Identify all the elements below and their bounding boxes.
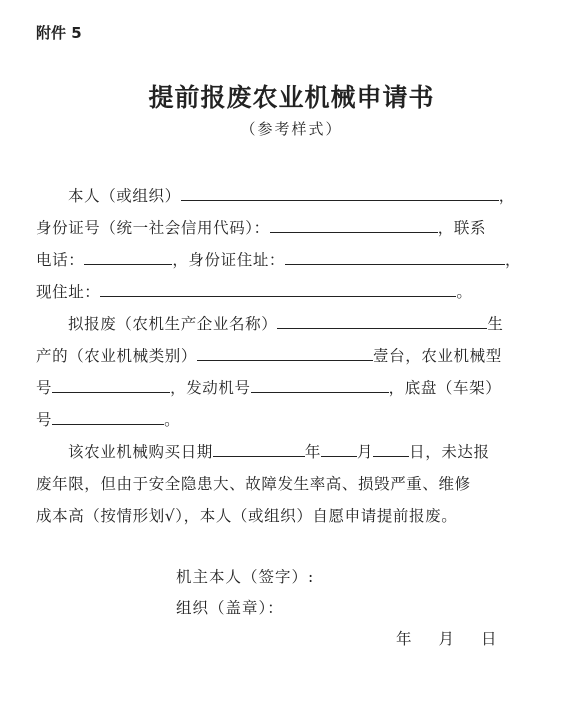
phone-line: [36, 244, 548, 276]
attachment-label: 附件 5: [36, 24, 82, 42]
month-text: 月: [357, 443, 374, 461]
applicant-label: 本人（或组织）: [68, 187, 181, 205]
sign-day: 日: [481, 630, 497, 648]
manufacturer-field[interactable]: [277, 308, 487, 329]
chassis-number-label: 号: [36, 411, 53, 429]
id-number-field[interactable]: [270, 212, 438, 233]
model-field[interactable]: [52, 372, 170, 393]
engine-number-label: ，发动机号: [170, 379, 251, 397]
purchase-year-field[interactable]: [213, 436, 305, 457]
page-title: 提前报废农业机械申请书: [148, 83, 435, 112]
model-line: [36, 372, 548, 404]
day-text: 日，未达报: [409, 443, 490, 461]
signature-date: [396, 627, 524, 649]
chassis-number-field[interactable]: [52, 404, 164, 425]
organization-seal-label: 组织（盖章）：: [176, 599, 284, 617]
category-label: 产的（农业机械类别）: [36, 347, 198, 365]
applicant-line: [68, 180, 548, 212]
reason-line-1: 废年限，但由于安全隐患大、故障发生率高、损毁严重、维修: [36, 475, 471, 493]
manufacturer-label: 拟报废（农机生产企业名称）: [68, 315, 278, 333]
model-label: 号: [36, 379, 53, 397]
category-field[interactable]: [197, 340, 373, 361]
purchase-date-line: [68, 436, 548, 468]
text: 壹台，农业机械型: [373, 347, 502, 365]
chassis-line: [36, 404, 548, 436]
phone-label: 电话：: [36, 251, 85, 269]
punct: ，: [498, 187, 515, 205]
sign-month: 月: [438, 630, 455, 648]
id-address-label: ，身份证住址：: [172, 251, 286, 269]
contact-label: ，联系: [437, 219, 487, 237]
owner-signature-label: 机主本人（签字）:: [176, 568, 315, 586]
purchase-day-field[interactable]: [373, 436, 409, 457]
purchase-month-field[interactable]: [321, 436, 357, 457]
current-address-label: 现住址：: [36, 283, 101, 301]
punct: 。: [456, 283, 473, 301]
current-address-field[interactable]: [100, 276, 456, 297]
current-address-line: [36, 276, 548, 308]
page-subtitle: （参考样式）: [240, 120, 343, 138]
purchase-date-label: 该农业机械购买日期: [68, 443, 213, 461]
id-number-line: [36, 212, 548, 244]
phone-field[interactable]: [84, 244, 172, 265]
engine-number-field[interactable]: [251, 372, 389, 393]
applicant-name-field[interactable]: [181, 180, 499, 201]
year-text: 年: [304, 443, 322, 461]
sign-year: 年: [396, 630, 412, 648]
id-number-label: 身份证号（统一社会信用代码）：: [36, 219, 270, 237]
category-line: [36, 340, 548, 372]
punct: ，: [505, 251, 522, 269]
punct: 。: [164, 411, 181, 429]
id-address-field[interactable]: [285, 244, 505, 265]
manufacturer-line: [68, 308, 548, 340]
chassis-label: ，底盘（车架）: [388, 379, 502, 397]
reason-line-2: 成本高（按情形划√），本人（或组织）自愿申请提前报废。: [36, 507, 458, 525]
text: 生: [487, 315, 504, 333]
